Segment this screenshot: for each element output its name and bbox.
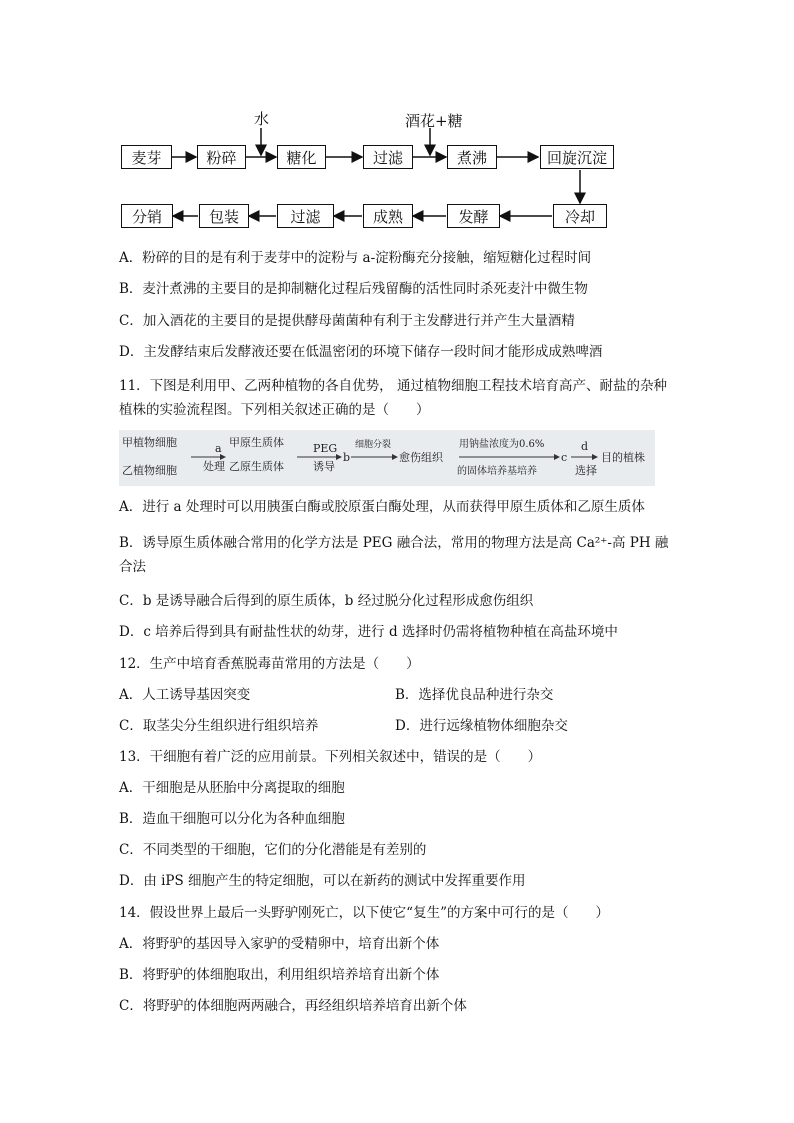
q11-flow-figure <box>119 430 655 486</box>
q13-option-b: B．造血干细胞可以分化为各种血细胞 <box>119 811 345 827</box>
q10-option-a: A．粉碎的目的是有利于麦芽中的淀粉与 a-淀粉酶充分接触，缩短糖化过程时间 <box>119 250 592 266</box>
fig-peg: PEG <box>313 442 338 455</box>
q11-option-b: B．诱导原生质体融合常用的化学方法是 PEG 融合法，常用的物理方法是高 Ca²⁺-高 PH 融合法 <box>119 535 669 575</box>
flow-input-hops-sugar: 酒花+糖 <box>405 112 463 130</box>
flow-box-mature: 成熟 <box>363 204 413 228</box>
q10-option-d: D．主发酵结束后发酵液还要在低温密闭的环境下储存一段时间才能形成成熟啤酒 <box>119 344 603 360</box>
flow-box-package: 包装 <box>199 204 249 228</box>
flow-box-distribute: 分销 <box>121 204 173 228</box>
q14-option-c: C．将野驴的体细胞两两融合，再经组织培养培育出新个体 <box>119 998 467 1014</box>
flow-box-saccharify: 糖化 <box>277 145 326 169</box>
q13-option-d: D．由 iPS 细胞产生的特定细胞，可以在新药的测试中发挥重要作用 <box>119 873 526 889</box>
q11-option-c: C．b 是诱导融合后得到的原生质体，b 经过脱分化过程形成愈伤组织 <box>119 593 534 609</box>
fig-cell-b: 乙植物细胞 <box>122 464 177 477</box>
flow-box-malt: 麦芽 <box>121 145 172 169</box>
q11-stem: 11．下图是利用甲、乙两种植物的各自优势， 通过植物细胞工程技术培育高产、耐盐的杂种植株的实验流程图。下列相关叙述正确的是（ ） <box>119 378 667 418</box>
q14-option-a: A．将野驴的基因导入家驴的受精卵中，培育出新个体 <box>119 936 440 952</box>
q14-stem: 14．假设世界上最后一头野驴刚死亡，以下使它“复生”的方案中可行的是（ ） <box>119 905 609 921</box>
q12-stem: 12．生产中培育香蕉脱毒苗常用的方法是（ ） <box>119 656 420 672</box>
fig-cell-a: 甲植物细胞 <box>122 436 177 449</box>
fig-label-d: d <box>581 440 589 453</box>
q13-stem: 13．干细胞有着广泛的应用前景。下列相关叙述中，错误的是（ ） <box>119 749 542 765</box>
flow-box-boil: 煮沸 <box>447 145 497 169</box>
fig-induce: 诱导 <box>313 460 335 473</box>
q12-option-d: D．进行远缘植物体细胞杂交 <box>395 718 568 734</box>
q12-option-c: C．取茎尖分生组织进行组织培养 <box>119 718 319 734</box>
q13-option-a: A．干细胞是从胚胎中分离提取的细胞 <box>119 780 345 796</box>
fig-target: 目的植株 <box>601 451 645 464</box>
fig-salt: 用钠盐浓度为0.6% <box>459 439 545 450</box>
flow-box-crush: 粉碎 <box>197 145 246 169</box>
flow-box-filter-2: 过滤 <box>277 204 334 228</box>
fig-label-a: a <box>215 442 222 455</box>
flow-box-cool: 冷却 <box>553 204 607 228</box>
q12-option-b: B．选择优良品种进行杂交 <box>395 687 554 703</box>
fig-label-treat: 处理 <box>203 460 225 473</box>
fig-proto-a: 甲原生质体 <box>229 436 284 449</box>
q10-option-c: C．加入酒花的主要目的是提供酵母菌菌种有利于主发酵进行并产生大量酒精 <box>119 313 575 329</box>
fig-label-c: c <box>561 451 568 464</box>
flow-box-filter-1: 过滤 <box>363 145 413 169</box>
flow-box-whirlpool: 回旋沉淀 <box>540 145 614 169</box>
fig-select: 选择 <box>575 464 597 477</box>
fig-medium: 的固体培养基培养 <box>457 466 537 477</box>
flow-input-water: 水 <box>254 110 270 128</box>
q11-option-d: D．c 培养后得到具有耐盐性状的幼芽，进行 d 选择时仍需将植物种植在高盐环境中 <box>119 624 618 640</box>
q12-option-a: A．人工诱导基因突变 <box>119 687 251 703</box>
q13-option-c: C．不同类型的干细胞，它们的分化潜能是有差别的 <box>119 842 427 858</box>
fig-proto-b: 乙原生质体 <box>229 460 284 473</box>
fig-division: 细胞分裂 <box>355 440 392 450</box>
fig-label-b: b <box>343 451 351 464</box>
q10-option-b: B．麦汁煮沸的主要目的是抑制糖化过程后残留酶的活性同时杀死麦汁中微生物 <box>119 281 588 297</box>
flow-box-ferment: 发酵 <box>447 204 500 228</box>
q11-option-a: A．进行 a 处理时可以用胰蛋白酶或胶原蛋白酶处理，从而获得甲原生质体和乙原生质体 <box>119 499 645 515</box>
brewing-flowchart <box>0 0 794 240</box>
fig-callus: 愈伤组织 <box>399 451 443 464</box>
q11-figure-svg <box>119 430 655 486</box>
q14-option-b: B．将野驴的体细胞取出，利用组织培养培育出新个体 <box>119 967 440 983</box>
